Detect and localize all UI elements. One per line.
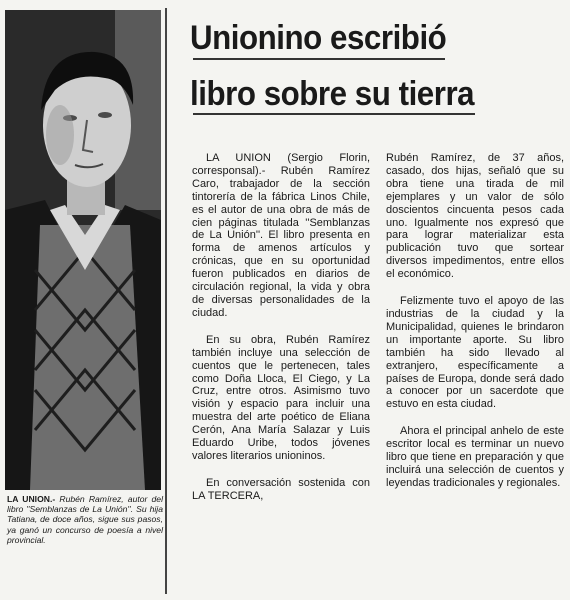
portrait-photo bbox=[5, 10, 161, 490]
photo-caption bbox=[7, 494, 163, 545]
article-paragraph: Rubén Ramírez, de 37 años, casado, dos hijas, señaló que su obra tiene una tirada de mil ejemplares y un valor de sólo doscientos cincuenta pesos cada uno. Igualmente nos expresó que para lograr materializar esta publicación tuvo que sortear diversos impedimentos, entre ellos el económico. bbox=[386, 152, 564, 281]
article-paragraph: Felizmente tuvo el apoyo de las industrias de la ciudad y la Municipalidad, quienes le brindaron un importante aporte. Su libro también ha sido llevado al extranjero, específicamente a países de Europa, donde será dado a conocer por un sacerdote que estuvo en esta ciudad. bbox=[386, 295, 564, 411]
headline-line-1: Unionino escribió bbox=[190, 19, 447, 57]
article-paragraph: En conversación sostenida con LA TERCERA, bbox=[192, 476, 370, 502]
caption-lead: LA UNION.- bbox=[7, 494, 56, 504]
headline-underline-2 bbox=[193, 113, 475, 115]
caption-text: Rubén Ramírez, autor del libro ''Semblanzas de La Unión''. Su hija Tatiana, de doce años, sigue sus pasos, ya ganó un concurso de poesía a nivel provincial. bbox=[7, 494, 164, 545]
column-divider bbox=[165, 8, 167, 594]
article-column-1 bbox=[192, 152, 370, 517]
headline-underline-1 bbox=[193, 58, 445, 60]
article-column-2 bbox=[386, 152, 564, 504]
headline-line-2: libro sobre su tierra bbox=[190, 75, 475, 113]
headline bbox=[190, 10, 530, 122]
article-paragraph: LA UNION (Sergio Florin, corresponsal).- Rubén Ramírez Caro, trabajador de la sección tintorería de la fábrica Linos Chile, es el autor de una obra de más de cien páginas titulada ''Semblanzas de La Unión''. El libro presenta en forma de amenos artículos y crónicas, que en su oportunidad fueron publicados en diarios de circulación regional, la vida y obra de diversas personalidades de la ciudad. bbox=[192, 152, 370, 319]
article-paragraph: En su obra, Rubén Ramírez también incluye una selección de cuentos que le pertenecen, tales como Doña Lloca, El Ciego, y La Cruz, entre otros. Asimismo tuvo visión y espacio para incluir una muestra del arte poético de Eliana Cerón, Ana María Salazar y Luis Eduardo Uribe, todos jóvenes valores literarios unioninos. bbox=[192, 333, 370, 462]
article-paragraph: Ahora el principal anhelo de este escritor local es terminar un nuevo libro que tiene en preparación y que incluirá una selección de cuentos y leyendas tradicionales y regionales. bbox=[386, 425, 564, 489]
